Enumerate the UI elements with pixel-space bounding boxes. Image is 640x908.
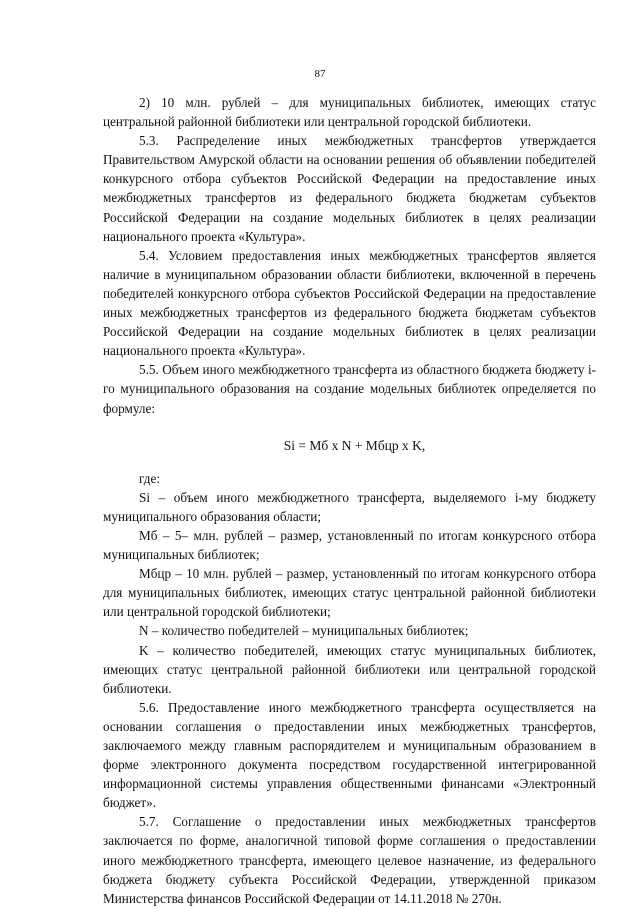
where-label: где: xyxy=(139,470,160,486)
definition-k: K – количество победителей, имеющих статус муниципальных библиотек, имеющих статус центральной районной библиотеки или центральной городской библиотеки. xyxy=(103,642,596,696)
paragraph-5-3: 5.3. Распределение иных межбюджетных трансфертов утверждается Правительством Амурской области на основании решения об объявлении победителей конкурсного отбора субъектов Российской Федерации на предоставление иных межбюджетных трансфертов из федерального бюджета бюджетам субъектов Российской Федерации на создание модельных библиотек в целях реализации национального проекта «Культура». xyxy=(103,133,596,244)
formula: Si = Мб x N + Мбцр x K, xyxy=(283,437,426,453)
paragraph-5-6: 5.6. Предоставление иного межбюджетного трансферта осуществляется на основании соглашения о предоставлении иных межбюджетных трансфертов, заключаемого между главным распорядителем и муниципальным образованием в форме электронного документа посредством государственной интегрированной информационной системы управления общественными финансами «Электронный бюджет». xyxy=(103,699,596,811)
definition-si: Si – объем иного межбюджетного трансферта, выделяемого i-му бюджету муниципального образования области; xyxy=(103,489,596,524)
definition-mbcr: Мбцр – 10 млн. рублей – размер, установленный по итогам конкурсного отбора для муниципальных библиотек, имеющих статус центральной районной библиотеки или центральной городской библиотеки; xyxy=(103,566,596,620)
definition-mb: Мб – 5– млн. рублей – размер, установленный по итогам конкурсного отбора муниципальных библиотек; xyxy=(103,527,596,563)
paragraph-item-2: 2) 10 млн. рублей – для муниципальных библиотек, имеющих статус центральной районной библиотеки или центральной городской библиотеки. xyxy=(103,95,596,130)
definition-n: N – количество победителей – муниципальных библиотек; xyxy=(139,623,469,639)
page-number: 87 xyxy=(314,68,326,80)
paragraph-5-5: 5.5. Объем иного межбюджетного трансферта из областного бюджета бюджету i-го муниципального образования на создание модельных библиотек определяется по формуле: xyxy=(103,362,596,416)
paragraph-5-7: 5.7. Соглашение о предоставлении иных межбюджетных трансфертов заключается по форме, аналогичной типовой форме соглашения о предоставлении иного межбюджетного трансферта, имеющего целевое назначение, из федерального бюджета бюджету субъекта Российской Федерации, утвержденной приказом Министерства финансов Российской Федерации от 14.11.2018 № 270н. xyxy=(103,814,596,906)
paragraph-5-4: 5.4. Условием предоставления иных межбюджетных трансфертов является наличие в муниципальном образовании области библиотеки, включенной в перечень победителей конкурсного отбора субъектов Российской Федерации на предоставление иных межбюджетных трансфертов из федерального бюджета бюджетам субъектов Российской Федерации на создание модельных библиотек в целях реализации национального проекта «Культура». xyxy=(103,247,596,359)
document-body xyxy=(103,93,596,908)
